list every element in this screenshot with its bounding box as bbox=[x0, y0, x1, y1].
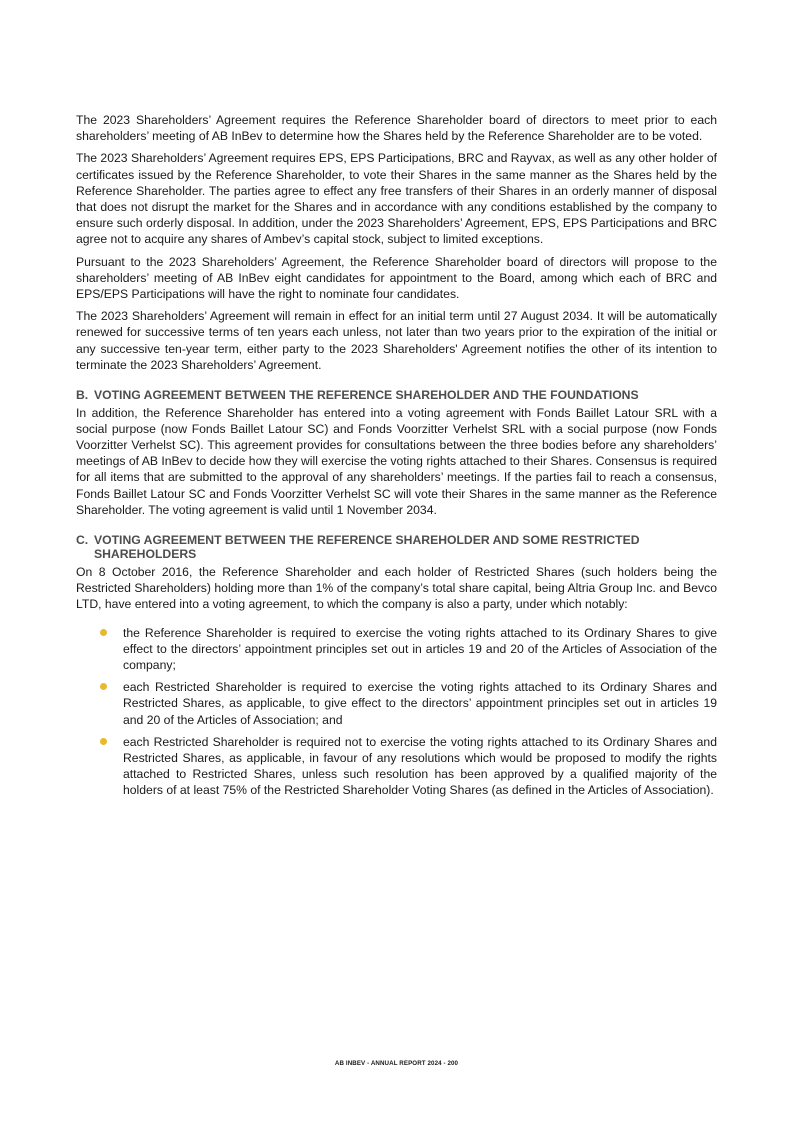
list-item-text: each Restricted Shareholder is required to exercise the voting rights attached to its Ordinary Shares and Restricted Shares, as applicable, to give effect to the directors’ appointment principles set out in articles 19 and 20 of the Articles of Association; and bbox=[123, 680, 717, 727]
list-item bbox=[76, 625, 717, 674]
section-b-body: In addition, the Reference Shareholder has entered into a voting agreement with Fonds Baillet Latour SRL with a social purpose (now Fonds Baillet Latour SC) and Fonds Voorzitter Verhelst SRL with a social purpose (now Fonds Voorzitter Verhelst SC). This agreement provides for consultations between the three bodies before any shareholders’ meetings of AB InBev to decide how they will exercise the voting rights attached to their Shares. Consensus is required for all items that are submitted to the approval of any shareholders’ meetings. If the parties fail to reach a consensus, Fonds Baillet Latour SC and Fonds Voorzitter Verhelst SC will vote their Shares in the same manner as the Reference Shareholder. The voting agreement is valid until 1 November 2034. bbox=[76, 405, 717, 517]
section-c-letter: C. bbox=[76, 532, 89, 547]
section-c-bullet-list bbox=[76, 625, 717, 799]
paragraph-board-candidates: Pursuant to the 2023 Shareholders’ Agreement, the Reference Shareholder board of directors will propose to the shareholders’ meeting of AB InBev eight candidates for appointment to the Board, among which each of BRC and EPS/EPS Participations will have the right to nominate four candidates. bbox=[76, 254, 717, 302]
section-c-heading bbox=[76, 533, 717, 562]
section-b-heading bbox=[76, 388, 717, 403]
section-b-letter: B. bbox=[76, 388, 89, 403]
bullet-dot-icon bbox=[100, 629, 107, 636]
paragraph-board-meeting: The 2023 Shareholders’ Agreement requires the Reference Shareholder board of directors to meet prior to each shareholders’ meeting of AB InBev to determine how the Shares held by the Reference Shareholder are to be voted. bbox=[76, 113, 717, 144]
list-item bbox=[76, 734, 717, 799]
paragraph-voting-obligations: The 2023 Shareholders’ Agreement requires EPS, EPS Participations, BRC and Rayvax, as well as any other holder of certificates issued by the Reference Shareholder, to vote their Shares in the same manner as the Shares held by the Reference Shareholder. The parties agree to effect any free transfers of their Shares in an orderly manner of disposal that does not disrupt the market for the Shares and in accordance with any conditions established by the company to ensure such orderly disposal. In addition, under the 2023 Shareholders’ Agreement, EPS, EPS Participations and BRC agree not to acquire any shares of Ambev’s capital stock, subject to limited exceptions. bbox=[76, 151, 717, 247]
list-item-text: the Reference Shareholder is required to exercise the voting rights attached to its Ordinary Shares to give effect to the directors’ appointment principles set out in articles 19 and 20 of the Articles of Association of the company; bbox=[123, 625, 717, 672]
paragraph-agreement-term: The 2023 Shareholders’ Agreement will remain in effect for an initial term until 27 August 2034. It will be automatically renewed for successive terms of ten years each unless, not later than two years prior to the expiration of the initial or any successive ten-year term, either party to the 2023 Shareholders' Agreement notifies the other of its intention to terminate the 2023 Shareholders’ Agreement. bbox=[76, 309, 717, 372]
section-c-title: VOTING AGREEMENT BETWEEN THE REFERENCE SHAREHOLDER AND SOME RESTRICTED SHAREHOLDERS bbox=[94, 532, 640, 562]
section-b-title: VOTING AGREEMENT BETWEEN THE REFERENCE SHAREHOLDER AND THE FOUNDATIONS bbox=[94, 388, 639, 403]
section-c-body: On 8 October 2016, the Reference Shareholder and each holder of Restricted Shares (such holders being the Restricted Shareholders) holding more than 1% of the company’s total share capital, being Altria Group Inc. and Bevco LTD, have entered into a voting agreement, to which the company is also a party, under which notably: bbox=[76, 564, 717, 612]
list-item bbox=[76, 679, 717, 728]
list-item-text: each Restricted Shareholder is required not to exercise the voting rights attached to its Ordinary Shares and Restricted Shares, as applicable, in favour of any resolutions which would be proposed to modify the rights attached to Restricted Shares, unless such resolution has been approved by a qualified majority of the holders of at least 75% of the Restricted Shareholder Voting Shares (as defined in the Articles of Association). bbox=[123, 734, 717, 798]
bullet-dot-icon bbox=[100, 683, 107, 690]
document-body bbox=[76, 112, 717, 805]
bullet-dot-icon bbox=[100, 738, 107, 745]
page-footer: AB INBEV - ANNUAL REPORT 2024 - 200 bbox=[334, 1060, 459, 1067]
